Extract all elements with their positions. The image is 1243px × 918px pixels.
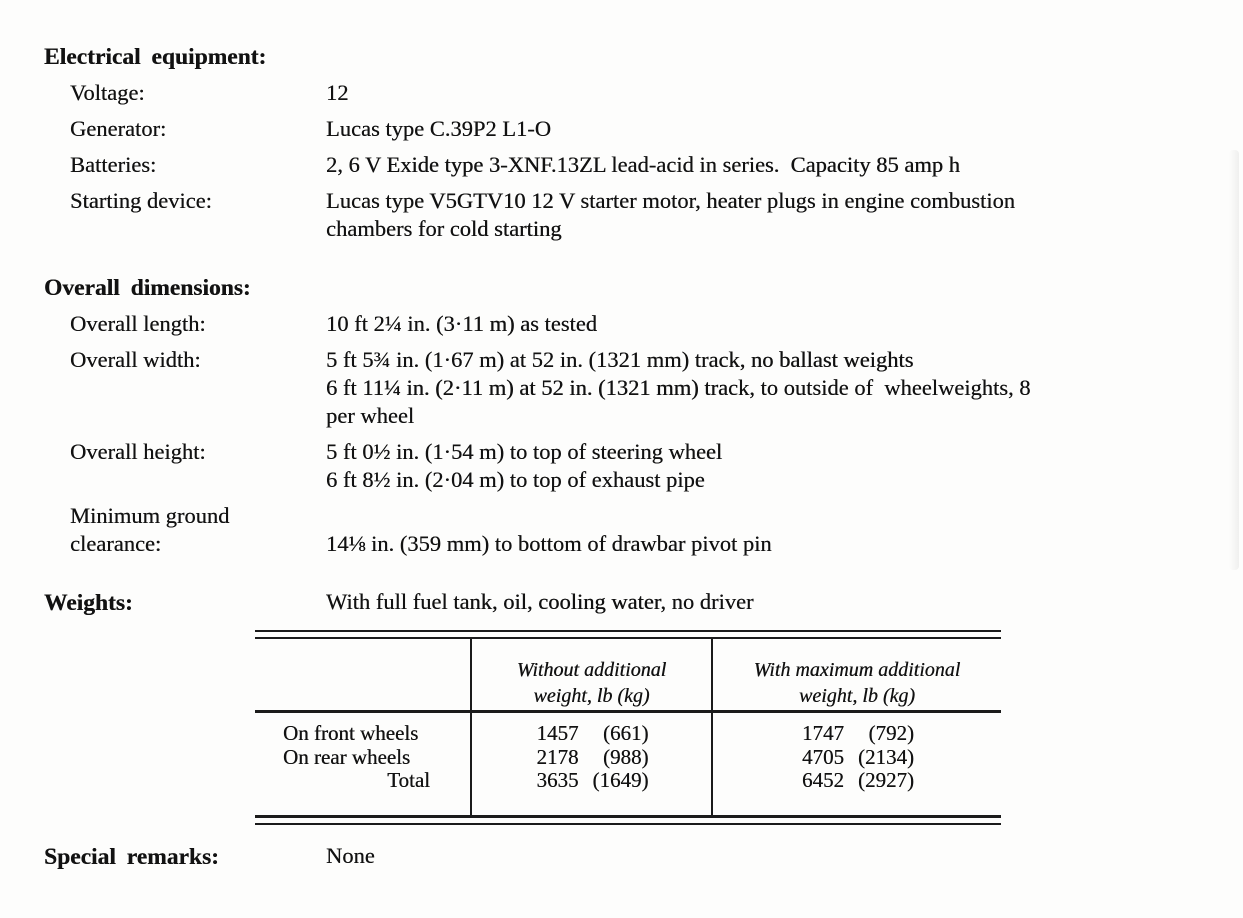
table-spacer <box>470 793 711 815</box>
weight-lb: 4705 <box>802 744 844 769</box>
spec-row-generator <box>70 115 1215 143</box>
spec-row-batteries <box>70 151 1215 179</box>
col-header-line: With maximum additional <box>753 659 961 681</box>
electrical-rows <box>44 79 1215 243</box>
weight-kg: (661) <box>603 721 649 745</box>
table-cell-total-with <box>711 769 1001 793</box>
spec-label: Generator: <box>70 116 167 141</box>
special-remarks-heading: Special remarks: <box>44 843 219 870</box>
weight-kg: (2927) <box>858 768 914 792</box>
label-line: Minimum ground <box>70 503 230 528</box>
scan-edge-artifact <box>1229 150 1239 570</box>
electrical-equipment-heading: Electrical equipment: <box>44 44 267 70</box>
table-cell-rear-with <box>711 746 1001 770</box>
table-row-label-front-wheels: On front wheels <box>283 721 419 745</box>
weight-kg: (792) <box>868 721 914 745</box>
spec-label: Overall width: <box>70 347 201 372</box>
weights-heading-row <box>44 588 1215 618</box>
spec-value <box>326 115 1215 143</box>
value-line: 5 ft 0½ in. (1·54 m) to top of steering wheel <box>326 439 723 464</box>
table-row-label-total: Total <box>387 768 430 792</box>
weights-table <box>255 630 1001 825</box>
table-corner-cell <box>255 639 470 713</box>
value-line: Lucas type C.39P2 L1-O <box>326 116 551 141</box>
value-line: 2, 6 V Exide type 3-XNF.13ZL lead-acid in series. Capacity 85 amp h <box>326 152 960 177</box>
section-overall-dimensions <box>44 273 1215 558</box>
value-line: 12 <box>326 80 349 105</box>
label-line: clearance: <box>70 531 162 556</box>
value-line: 6 ft 8½ in. (2·04 m) to top of exhaust pipe <box>326 467 705 492</box>
spec-value <box>326 346 1215 430</box>
weights-table-grid <box>255 639 1001 815</box>
table-row-label-rear-wheels: On rear wheels <box>283 744 411 769</box>
overall-dimensions-heading: Overall dimensions: <box>44 275 251 301</box>
dimensions-rows <box>44 310 1215 558</box>
spec-value <box>326 79 1215 107</box>
spec-label: Overall height: <box>70 439 206 464</box>
special-remarks-value: None <box>326 842 375 868</box>
value-line: Lucas type V5GTV10 12 V starter motor, heater plugs in engine combustion <box>326 188 1015 213</box>
weights-note: With full fuel tank, oil, cooling water, no driver <box>326 589 754 614</box>
col-header-line: weight, lb (kg) <box>533 685 650 707</box>
spec-value <box>326 438 1215 494</box>
value-line: 10 ft 2¼ in. (3·11 m) as tested <box>326 311 597 336</box>
spec-label: Batteries: <box>70 152 157 177</box>
spec-label: Overall length: <box>70 311 206 336</box>
weight-lb: 1457 <box>536 721 579 745</box>
table-col-header-with <box>711 639 1001 713</box>
weight-lb: 3635 <box>536 768 579 792</box>
weight-lb: 2178 <box>536 744 579 769</box>
value-line: 14⅛ in. (359 mm) to bottom of drawbar pivot pin <box>326 531 772 556</box>
spec-value <box>326 310 1215 338</box>
weight-pair <box>535 746 649 770</box>
weight-kg: (2134) <box>858 744 914 769</box>
weights-heading: Weights: <box>44 590 133 616</box>
spec-label <box>70 502 326 558</box>
value-line: chambers for cold starting <box>326 216 562 241</box>
table-cell-front-without <box>470 713 711 746</box>
weight-lb: 6452 <box>802 768 844 792</box>
value-line: 5 ft 5¾ in. (1·67 m) at 52 in. (1321 mm) track, no ballast weights <box>326 347 914 372</box>
table-spacer <box>711 793 1001 815</box>
spec-row-voltage <box>70 79 1215 107</box>
spec-label: Voltage: <box>70 80 145 105</box>
spec-row-overall-width <box>70 346 1215 430</box>
weight-pair <box>800 769 914 793</box>
spec-value <box>326 187 1215 243</box>
weight-lb: 1747 <box>802 721 844 745</box>
value-line: 6 ft 11¼ in. (2·11 m) at 52 in. (1321 mm) track, to outside of wheelweights, 8 <box>326 375 1031 400</box>
spec-row-ground-clearance <box>70 502 1215 558</box>
table-cell-total-without <box>470 769 711 793</box>
spec-label: Starting device: <box>70 188 212 213</box>
col-header-line: Without additional <box>516 659 667 681</box>
table-col-header-without <box>470 639 711 713</box>
table-cell-rear-without <box>470 746 711 770</box>
table-cell-front-with <box>711 713 1001 746</box>
spec-row-overall-height <box>70 438 1215 494</box>
spec-row-overall-length <box>70 310 1215 338</box>
table-top-double-rule <box>255 630 1001 639</box>
weight-kg: (988) <box>603 744 649 769</box>
col-header-line: weight, lb (kg) <box>798 685 916 707</box>
spec-row-starting-device <box>70 187 1215 243</box>
table-spacer <box>255 793 470 815</box>
section-special-remarks <box>44 842 1215 872</box>
value-line: per wheel <box>326 403 415 428</box>
weight-pair <box>800 746 914 770</box>
weight-pair <box>535 769 649 793</box>
table-bottom-double-rule <box>255 815 1001 825</box>
weight-pair <box>535 722 649 746</box>
spec-value <box>326 151 1215 179</box>
spec-value <box>326 502 1215 558</box>
weight-kg: (1649) <box>592 768 649 792</box>
weight-pair <box>800 722 914 746</box>
section-electrical-equipment <box>44 42 1215 243</box>
section-weights <box>44 588 1215 825</box>
